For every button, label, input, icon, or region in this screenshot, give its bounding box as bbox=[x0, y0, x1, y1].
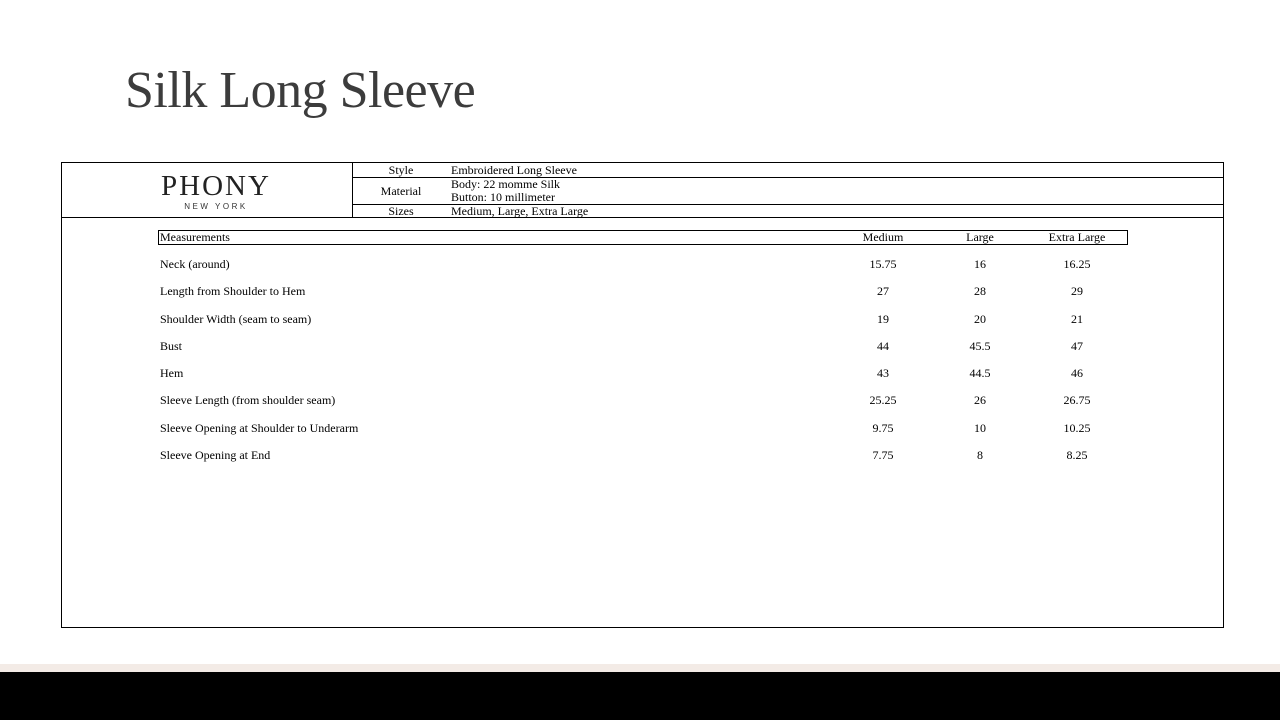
spec-header bbox=[62, 163, 1223, 218]
row-label: Sleeve Opening at End bbox=[160, 448, 271, 463]
cell-medium: 15.75 bbox=[869, 257, 897, 271]
style-label: Style bbox=[388, 163, 414, 177]
cell-large: 26 bbox=[974, 393, 986, 408]
row-label: Neck (around) bbox=[160, 257, 230, 271]
cell-large: 10 bbox=[974, 420, 986, 435]
brand-logo bbox=[62, 163, 353, 217]
table-row bbox=[159, 251, 1127, 278]
table-row bbox=[159, 360, 1127, 387]
cell-extra-large: 16.25 bbox=[1063, 257, 1091, 271]
measurements-table bbox=[159, 251, 1127, 469]
cell-extra-large: 26.75 bbox=[1063, 393, 1091, 408]
table-row bbox=[159, 387, 1127, 414]
bottom-bar bbox=[0, 672, 1280, 720]
cell-medium: 7.75 bbox=[872, 448, 894, 463]
cell-extra-large: 21 bbox=[1071, 311, 1083, 326]
row-label: Hem bbox=[160, 366, 184, 381]
bottom-band bbox=[0, 664, 1280, 672]
cell-medium: 44 bbox=[877, 338, 889, 353]
table-row bbox=[159, 442, 1127, 469]
cell-extra-large: 29 bbox=[1071, 284, 1083, 299]
style-value: Embroidered Long Sleeve bbox=[451, 163, 577, 177]
row-label: Sleeve Length (from shoulder seam) bbox=[160, 393, 336, 408]
cell-extra-large: 47 bbox=[1071, 338, 1083, 353]
spec-row-sizes bbox=[353, 205, 1223, 217]
cell-extra-large: 10.25 bbox=[1063, 420, 1091, 435]
row-label: Shoulder Width (seam to seam) bbox=[160, 311, 312, 326]
material-button: Button: 10 millimeter bbox=[451, 190, 555, 204]
row-label: Length from Shoulder to Hem bbox=[160, 284, 306, 299]
sizes-value: Medium, Large, Extra Large bbox=[451, 204, 589, 218]
row-label: Bust bbox=[160, 338, 183, 353]
table-row bbox=[159, 333, 1127, 360]
cell-extra-large: 46 bbox=[1071, 366, 1083, 381]
measurements-title: Measurements bbox=[160, 230, 230, 244]
cell-large: 28 bbox=[974, 284, 986, 299]
logo-subtitle: NEW YORK bbox=[184, 202, 248, 211]
material-value bbox=[451, 178, 560, 204]
cell-large: 44.5 bbox=[969, 366, 991, 381]
cell-extra-large: 8.25 bbox=[1066, 448, 1088, 463]
cell-large: 16 bbox=[974, 257, 986, 271]
row-label: Sleeve Opening at Shoulder to Underarm bbox=[160, 420, 359, 435]
cell-large: 20 bbox=[974, 311, 986, 326]
cell-medium: 25.25 bbox=[869, 393, 897, 408]
cell-medium: 43 bbox=[877, 366, 889, 381]
cell-medium: 9.75 bbox=[872, 420, 894, 435]
column-header-large: Large bbox=[966, 230, 994, 244]
table-row bbox=[159, 278, 1127, 305]
page-title: Silk Long Sleeve bbox=[125, 62, 476, 119]
logo-wordmark: PHONY bbox=[161, 170, 271, 202]
column-header-extra-large: Extra Large bbox=[1048, 230, 1106, 244]
material-body: Body: 22 momme Silk bbox=[451, 177, 561, 191]
cell-medium: 27 bbox=[877, 284, 889, 299]
cell-medium: 19 bbox=[877, 311, 889, 326]
cell-large: 45.5 bbox=[969, 338, 991, 353]
table-row bbox=[159, 306, 1127, 333]
material-label: Material bbox=[380, 184, 422, 198]
cell-large: 8 bbox=[977, 448, 983, 463]
spec-row-style bbox=[353, 163, 1223, 178]
spec-row-material bbox=[353, 178, 1223, 205]
table-row bbox=[159, 415, 1127, 442]
column-header-medium: Medium bbox=[862, 230, 904, 244]
sizes-label: Sizes bbox=[388, 204, 414, 218]
measurements-header bbox=[158, 230, 1128, 245]
